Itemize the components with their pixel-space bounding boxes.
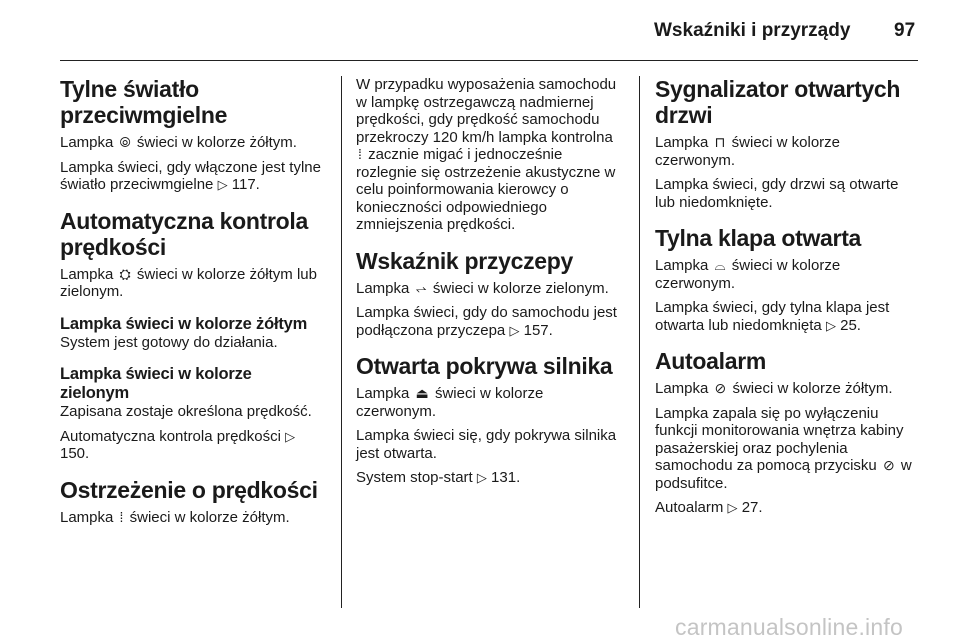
green-lamp-text-2: Automatyczna kontrola prędkości ▷ 150.	[60, 427, 296, 462]
green-lamp-text-1: Zapisana zostaje określona prędkość.	[60, 403, 312, 420]
speed-warning-heading: Ostrzeżenie o prędkości	[60, 476, 318, 503]
hood-open-text-2: Lampka świeci się, gdy pokrywa silnika jest otwarta.	[356, 427, 617, 462]
header-rule	[60, 60, 918, 61]
fog-light-text-2: Lampka świeci, gdy włączone jest tylne światło przeciwmgielne ▷ 117.	[60, 158, 321, 193]
fog-light-text-1: Lampka ⦾ świeci w kolorze żółtym.	[60, 134, 297, 151]
hood-open-text-3: System stop-start ▷ 131.	[356, 469, 521, 486]
trailer-icon: ⥋	[415, 279, 427, 296]
tailgate-icon: ⌓	[714, 257, 726, 273]
speed-warning-continued: W przypadku wyposażenia samochodu w lampkę ostrzegawczą nadmiernej prędkości, gdy prędkość samochodu przekroczy 120 km/h lampka kontrolna ⁞ zacznie migać i jednocześnie rozlegnie się ostrzeżenie akustyczne w celu poinformowania kierowcy o konieczności odpowiedniego zmniejszenia prędkości.	[356, 76, 617, 233]
column-3	[655, 76, 920, 524]
trailer-heading: Wskaźnik przyczepy	[356, 247, 574, 274]
speed-warning-text: Lampka ⁞ świeci w kolorze żółtym.	[60, 508, 290, 526]
cruise-control-heading: Automatyczna kontrola prędkości	[60, 207, 309, 260]
trailer-text-2: Lampka świeci, gdy do samochodu jest podłączona przyczepa ▷ 157.	[356, 304, 617, 339]
page-reference-icon: ▷	[825, 317, 836, 333]
hood-open-text-1: Lampka ⏏ świeci w kolorze czerwonym.	[356, 385, 544, 420]
alarm-icon: ⊘	[882, 457, 895, 473]
page-reference-icon: ▷	[476, 470, 487, 485]
hood-open-heading: Otwarta pokrywa silnika	[356, 353, 613, 379]
tailgate-text-1: Lampka ⌓ świeci w kolorze czerwonym.	[655, 257, 841, 292]
fog-light-heading: Tylne światło przeciwmgielne	[60, 76, 228, 128]
page-reference-icon: ▷	[217, 177, 228, 192]
page-header-title: Wskaźniki i przyrządy	[654, 20, 851, 41]
column-divider-2	[639, 76, 640, 608]
column-1	[60, 76, 325, 533]
watermark: carmanualsonline.info	[675, 614, 903, 640]
page-number: 97	[894, 20, 916, 41]
tailgate-heading: Tylna klapa otwarta	[655, 225, 862, 251]
speed-warning-icon: ⁞	[119, 508, 124, 525]
hood-open-icon: ⏏	[415, 385, 429, 401]
cruise-control-text: Lampka ⛭ świeci w kolorze żółtym lub zielonym.	[60, 265, 317, 300]
yellow-lamp-text: System jest gotowy do działania.	[60, 333, 278, 351]
door-open-text-2: Lampka świeci, gdy drzwi są otwarte lub niedomknięte.	[655, 176, 899, 211]
tailgate-text-2: Lampka świeci, gdy tylna klapa jest otwarta lub niedomknięta ▷ 25.	[655, 299, 890, 334]
alarm-text-2: Lampka zapala się po wyłączeniu funkcji monitorowania wnętrza kabiny pasażerskiej oraz pochylenia samochodu za pomocą przycisku ⊘ w podsufitce.	[655, 404, 912, 492]
green-lamp-subheading: Lampka świeci w kolorze zielonym	[60, 365, 252, 402]
rear-fog-light-icon: ⦾	[119, 134, 131, 150]
alarm-icon: ⊘	[714, 380, 727, 396]
trailer-text-1: Lampka ⥋ świeci w kolorze zielonym.	[356, 279, 609, 297]
door-open-text-1: Lampka ⊓ świeci w kolorze czerwonym.	[655, 134, 841, 169]
page-reference-icon: ▷	[727, 500, 738, 515]
page-reference-icon: ▷	[285, 428, 296, 444]
yellow-lamp-subheading: Lampka świeci w kolorze żółtym	[60, 314, 308, 333]
page-reference-icon: ▷	[509, 322, 520, 338]
door-open-icon: ⊓	[714, 134, 726, 150]
cruise-control-icon: ⛭	[119, 265, 131, 282]
speed-warning-icon: ⁞	[358, 146, 362, 162]
column-divider-1	[341, 76, 342, 608]
door-open-heading: Sygnalizator otwartych drzwi	[655, 76, 901, 128]
column-2	[356, 76, 621, 494]
alarm-text-1: Lampka ⊘ świeci w kolorze żółtym.	[655, 380, 893, 397]
alarm-heading: Autoalarm	[655, 348, 767, 374]
alarm-text-3: Autoalarm ▷ 27.	[655, 499, 763, 516]
